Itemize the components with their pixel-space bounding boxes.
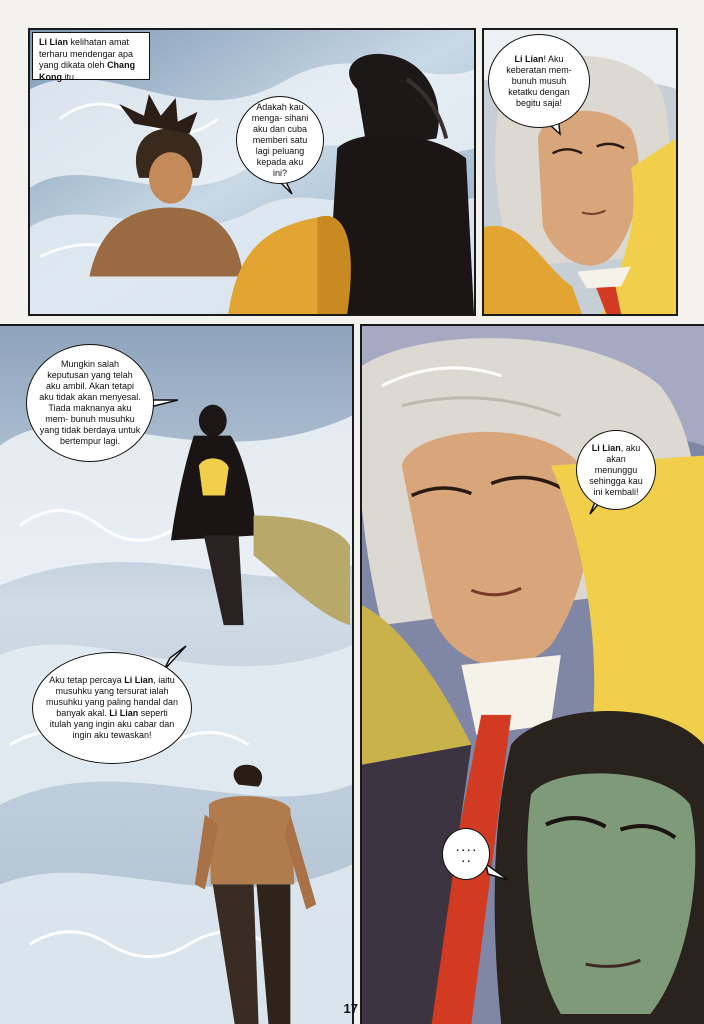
speech-name-p2: Li Lian: [514, 53, 544, 64]
page-number: 17: [343, 1001, 358, 1016]
speech-name-2: Li Lian: [109, 708, 139, 718]
speech-bubble-p3-bottom: [32, 652, 192, 764]
speech-seg-1: Aku tetap percaya: [49, 675, 125, 685]
panel-4-art: [362, 326, 704, 1024]
caption-name-1: Li Lian: [39, 37, 68, 47]
speech-text-p3-bottom: [45, 675, 179, 741]
speech-name-1: Li Lian: [124, 675, 154, 685]
panel-3: [0, 324, 354, 1024]
caption-text-1: kelihatan amat terharu mendengar apa yang dikata oleh: [39, 37, 134, 70]
narration-caption: [32, 32, 150, 80]
speech-seg-2: , iaitu musuhku yang tersurat ialah musuhku yang paling handal dan banyak akal.: [45, 675, 179, 718]
speech-bubble-p4-top: [576, 430, 656, 510]
speech-text-p4-top: [589, 443, 643, 498]
speech-bubble-p1: [236, 96, 324, 184]
caption-text-2: itu.: [62, 71, 77, 82]
speech-rest-p2: ! Aku keberatan mem- bunuh musuh ketatku dengan begitu saja!: [506, 53, 572, 108]
speech-bubble-p4-bottom: [442, 828, 490, 880]
speech-bubble-tail: [484, 862, 510, 882]
speech-rest-p4: , aku akan menunggu sehingga kau ini kembali!: [589, 442, 643, 497]
speech-text-p2: [501, 54, 577, 109]
panel-4: [360, 324, 704, 1024]
speech-bubble-p2: [488, 34, 590, 128]
speech-name-p4: Li Lian: [591, 442, 621, 453]
caption-name-2: Chang Kong: [39, 60, 136, 82]
speech-bubble-p3-top: [26, 344, 154, 462]
panel-2: [482, 28, 678, 316]
speech-seg-3: seperti itulah yang ingin aku cabar dan ingin aku tewaskan!: [49, 708, 175, 740]
speech-text-p1: Adakah kau menga- sihani aku dan cuba memberi satu lagi peluang kepada aku ini?: [251, 101, 309, 178]
speech-text-p3-top: Mungkin salah keputusan yang telah aku ambil. Akan tetapi aku tidak akan menyesal. Tiada maknanya aku mem- bunuh musuhku yang tidak berdaya untuk bertempur lagi.: [39, 359, 141, 446]
panel-1: [28, 28, 476, 316]
speech-text-p4-bottom: . . . . . .: [456, 843, 476, 865]
